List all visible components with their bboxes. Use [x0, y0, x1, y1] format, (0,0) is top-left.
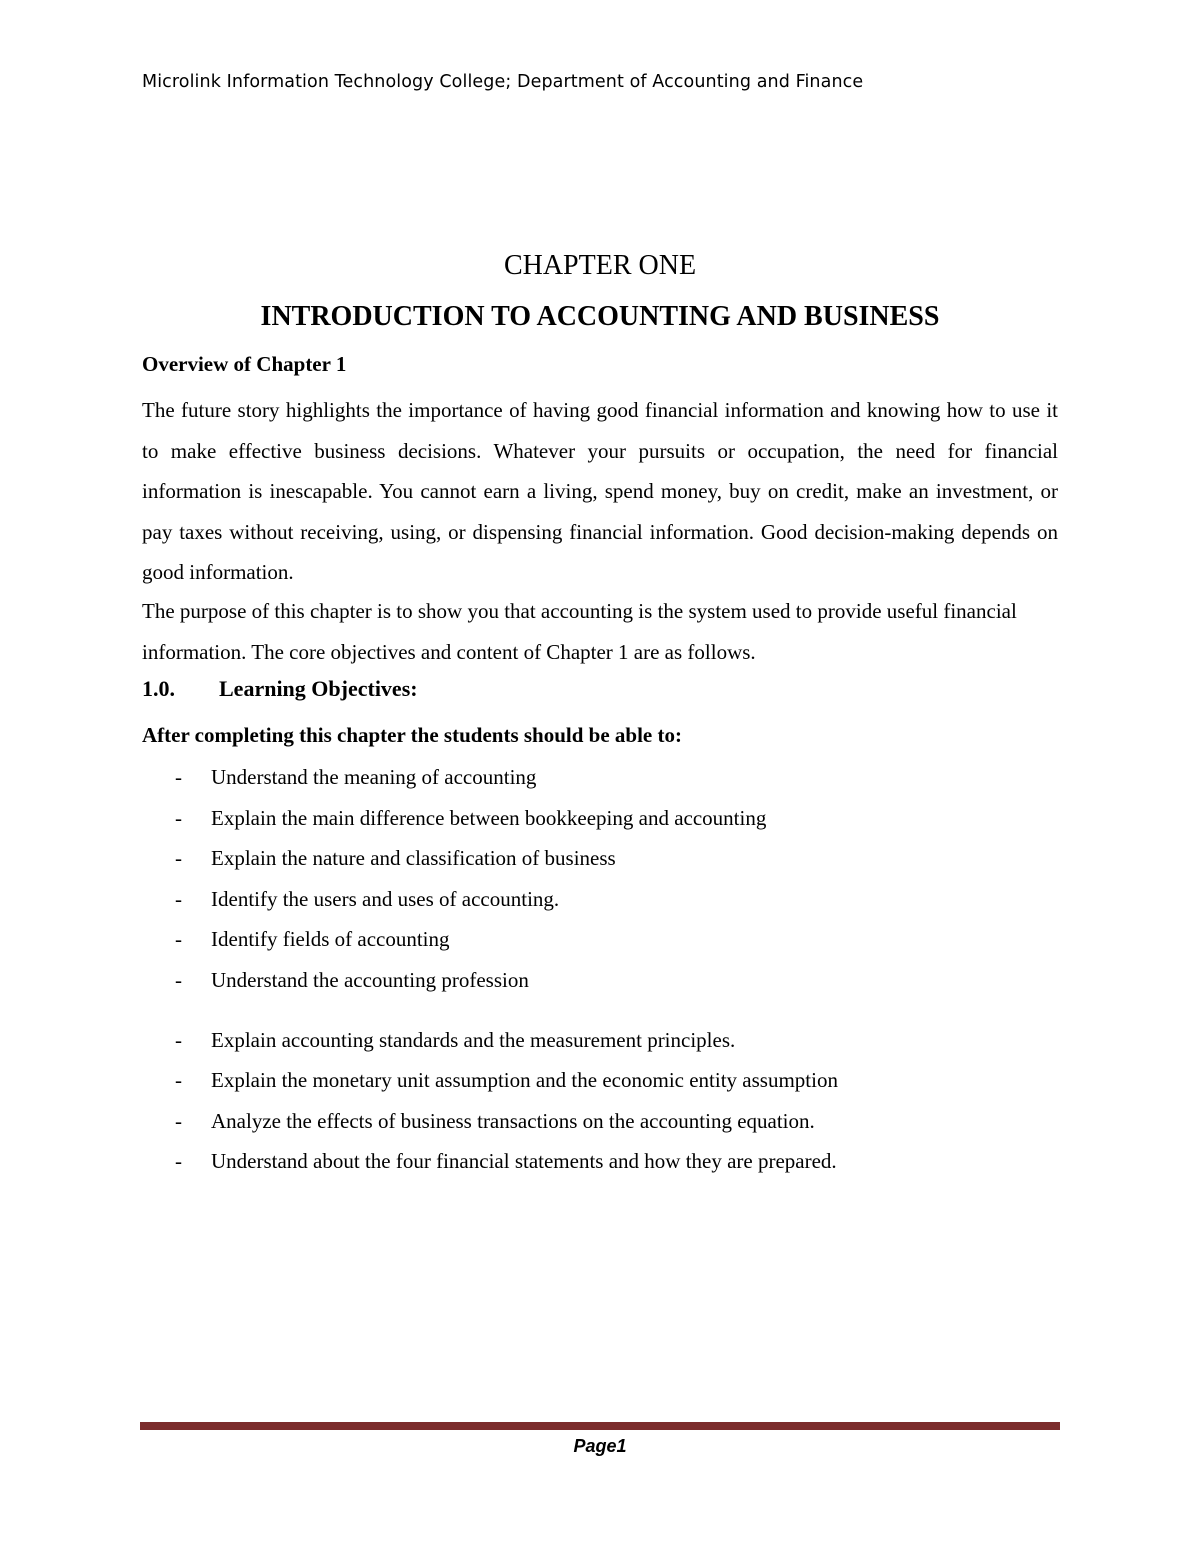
- objective-text: Explain the monetary unit assumption and the economic entity assumption: [211, 1068, 838, 1093]
- objective-text: Identify fields of accounting: [211, 927, 450, 952]
- chapter-title: CHAPTER ONE: [503, 250, 697, 281]
- chapter-subtitle: INTRODUCTION TO ACCOUNTING AND BUSINESS: [260, 301, 940, 332]
- objectives-lead-in: After completing this chapter the students should be able to:: [142, 723, 682, 747]
- objective-text: Understand the meaning of accounting: [211, 765, 537, 789]
- objectives-list: [142, 757, 838, 1182]
- bullet-dash: -: [175, 1149, 182, 1174]
- objective-text: Identify the users and uses of accounting.: [211, 886, 560, 911]
- bullet-dash: -: [175, 765, 182, 789]
- objective-text: Explain accounting standards and the measurement principles.: [211, 1027, 736, 1052]
- objective-text: Explain the nature and classification of business: [211, 846, 616, 871]
- bullet-dash: -: [175, 967, 182, 992]
- objective-item: [142, 757, 838, 798]
- objective-item: [142, 960, 838, 1001]
- purpose-paragraph: The purpose of this chapter is to show you that accounting is the system used to provide useful financial information. The core objectives and content of Chapter 1 are as follows.: [142, 599, 1017, 664]
- objective-item: [142, 838, 838, 879]
- section-title: Learning Objectives:: [219, 676, 418, 701]
- bullet-dash: -: [175, 1108, 182, 1133]
- objective-item: [142, 798, 838, 839]
- overview-paragraph: The future story highlights the importance of having good financial information and knowing how to use it to make effective business decisions. Whatever your pursuits or occupation, the need for financial information is inescapable. You cannot earn a living, spend money, buy on credit, make an investment, or pay taxes without receiving, using, or dispensing financial information. Good decision-making depends on good information.: [142, 398, 1058, 585]
- footer-rule: [140, 1422, 1060, 1430]
- learning-objectives-heading: [142, 676, 418, 702]
- overview-heading: Overview of Chapter 1: [142, 352, 347, 376]
- objective-item: [142, 879, 838, 920]
- objective-item: [142, 1020, 838, 1061]
- section-number: 1.0.: [142, 676, 175, 701]
- bullet-dash: -: [175, 846, 182, 871]
- objective-text: Understand about the four financial statements and how they are prepared.: [211, 1149, 837, 1174]
- bullet-dash: -: [175, 1027, 182, 1052]
- bullet-dash: -: [175, 927, 182, 952]
- bullet-dash: -: [175, 886, 182, 911]
- page-header: Microlink Information Technology College; Department of Accounting and Finance: [142, 72, 864, 92]
- page-number: Page1: [573, 1436, 627, 1456]
- objective-text: Explain the main difference between bookkeeping and accounting: [211, 805, 767, 830]
- objective-text: Analyze the effects of business transactions on the accounting equation.: [211, 1108, 815, 1133]
- objective-item: [142, 1060, 838, 1101]
- objective-item: [142, 1101, 838, 1142]
- objective-item: [142, 1141, 838, 1182]
- objective-item: [142, 919, 838, 960]
- bullet-dash: -: [175, 805, 182, 830]
- objective-text: Understand the accounting profession: [211, 967, 529, 992]
- bullet-dash: -: [175, 1068, 182, 1093]
